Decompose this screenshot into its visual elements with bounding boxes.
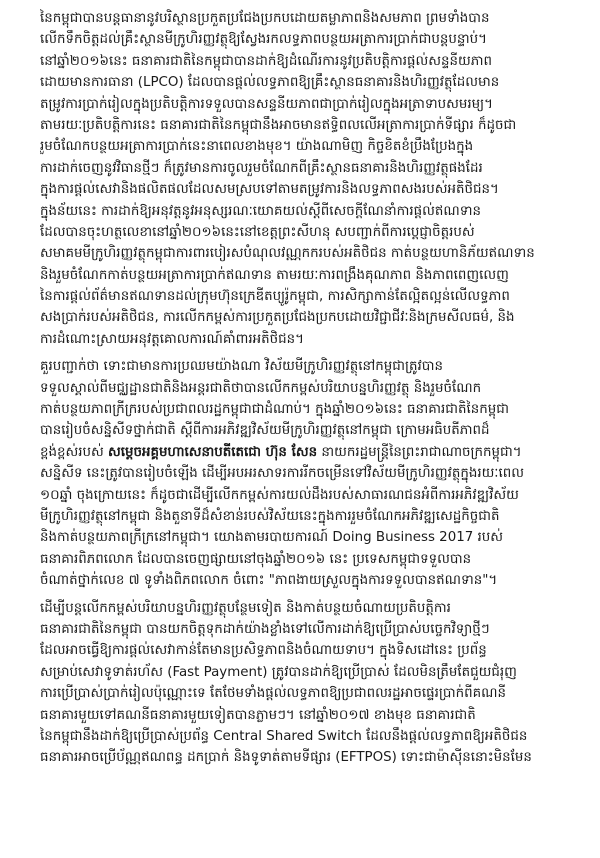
document-page bbox=[40, 8, 565, 774]
text-line: និងកាត់បន្ថយភាពក្រីក្រនៅកម្ពុជា។ យោងតាមរបាយការណ៍ Doing Business 2017 របស់ bbox=[40, 530, 504, 546]
text-line: ក្នុងការផ្តល់សេវានិងផលិតផលដែលសមស្របទៅតាមតម្រូវការនិងលទ្ធភាពសងរបស់អតិថិជន។ bbox=[40, 182, 499, 198]
text-line: ដោយមានការធានា (LPCO) ដែលបានផ្តល់លទ្ធភាពឱ្យគ្រឹះស្ថានធនាគារនិងហិរញ្ញវត្ថុដែលមាន bbox=[40, 75, 500, 91]
text-line: ការដាក់ចេញនូវវិធានថ្មីៗ ក៏ត្រូវមានការចូលរួមចំណែកពីគ្រឹះស្ថានធនាគារនិងហិរញ្ញវត្ថុផងដែរ bbox=[40, 160, 483, 176]
text-line: សម្រាប់សេវាទូទាត់រហ័ស (Fast Payment) ត្រូវបានដាក់ឱ្យប្រើប្រាស់ ដែលមិនត្រឹមតែជួយជំរុញ bbox=[40, 664, 517, 680]
text-line: សន្និសីទ នេះត្រូវបានរៀបចំឡើង ដើម្បីអបអរសាទរការរីកចម្រើនទៅវិស័យមីក្រូហិរញ្ញវត្ថុក្នុងរយៈពេល bbox=[40, 466, 525, 482]
text-line: មីក្រូហិរញ្ញវត្ថុនៅកម្ពុជា និងតួនាទីដ៏សំខាន់របស់វិស័យនេះក្នុងការរួមចំណែកអភិវឌ្ឍសេដ្ឋកិច្ចជាតិ bbox=[40, 508, 500, 524]
text-line: ក្នុងន័យនេះ ការដាក់ឱ្យអនុវត្តនូវអនុស្សរណៈយោគយល់ស្តីពីសេចក្តីណែនាំការផ្តល់ឥណទាន bbox=[40, 203, 481, 219]
text-line: កាត់បន្ថយភាពក្រីក្ររបស់ប្រជាពលរដ្ឋកម្ពុជាជាដំណាប់។ ក្នុងឆ្នាំ២០១៦នេះ ធនាគារជាតិនៃកម្ពុជា bbox=[40, 402, 510, 418]
text-line: នៃកម្ពុជាបានបន្តធានានូវបរិស្ថានប្រកួតប្រជែងប្រកបដោយតម្លាភាពនិងសមភាព ព្រមទាំងបាន bbox=[40, 11, 490, 26]
text-line: ចំណាត់ថ្នាក់លេខ ៧ ទូទាំងពិភពលោក ចំពោះ "ភាពងាយស្រួលក្នុងការទទួលបានឥណទាន"។ bbox=[40, 573, 498, 589]
text-line: ការដំណោះស្រាយអនុវត្តគោលការណ៍គាំពារអតិថិជន។ bbox=[40, 331, 304, 347]
text-line: សងប្រាក់របស់អតិថិជន, ការលើកកម្ពស់ការប្រកួតប្រជែងប្រកបដោយវិជ្ជាជីវៈនិងក្រមសីលធម៌, និង bbox=[40, 310, 515, 326]
text-line: សមាគមមីក្រូហិរញ្ញវត្ថុកម្ពុជាការពារបៀរសបំណុលវណ្ណកករបស់អតិថិជន កាត់បន្ថយហានិភ័យឥណទាន bbox=[40, 246, 535, 262]
text-line: បានរៀបចំសន្និសីទថ្នាក់ជាតិ ស្តីពីការអភិវឌ្ឍវិស័យមីក្រូហិរញ្ញវត្ថុនៅកម្ពុជា ក្រោមអធិបតីភាពដ៏ bbox=[40, 423, 490, 439]
text-line: រួមចំណែកបន្ថយអត្រាការប្រាក់នេះនាពេលខាងមុខ។ យ៉ាងណាមិញ កិច្ចខិតខំប្រឹងប្រែងក្នុង bbox=[40, 139, 474, 155]
text-line: ធនាគារមួយទៅគណនីធនាគារមួយទៀតបានភ្លាមៗ។ នៅឆ្នាំ២០១៧ ខាងមុខ ធនាគារជាតិ bbox=[40, 707, 476, 723]
text-segment: ខ្ពង់ខ្ពស់របស់ bbox=[40, 444, 109, 460]
text-line: និងរួមចំណែកកាត់បន្ថយអត្រាការប្រាក់ឥណទាន តាមរយៈការពង្រឹងគុណភាព និងភាពពេញលេញ bbox=[40, 267, 509, 283]
text-line: ការប្រើប្រាស់ប្រាក់រៀលប៉ុណ្ណោះទេ តែថែមទាំងផ្តល់លទ្ធភាពឱ្យប្រជាពលរដ្ឋអាចផ្ទេរប្រាក់ពីគណនី bbox=[40, 686, 506, 702]
text-line: ទទួលស្គាល់ពីមជ្ឈដ្ឋានជាតិនិងអន្តរជាតិថាបានលើកកម្ពស់បរិយាបន្នហិរញ្ញវត្ថុ និងរួមចំណែក bbox=[40, 380, 482, 396]
text-line: នៃការផ្តល់ព័ត៌មានឥណទានដល់ក្រុមហ៊ុនក្រេឌីតប្យូរ៉ូកម្ពុជា, ការសិក្សាកាន់តែល្អិតល្អន់លើលទ្ធភាព bbox=[40, 289, 510, 305]
text-line: តាមរយៈប្រតិបត្តិការនេះ ធនាគារជាតិនៃកម្ពុជានឹងអាចមានឥទ្ធិពលលើអត្រាការប្រាក់ទីផ្សារ ក៏ដូចជា bbox=[40, 117, 517, 133]
text-segment: នាយករដ្ឋមន្ត្រីនៃព្រះរាជាណាចក្រកម្ពុជា។ bbox=[317, 444, 522, 460]
text-line: ធនាគារអាចប្រើប័ណ្ណឥណពន្ធ ដកប្រាក់ និងទូទាត់តាមទីផ្សារ (EFTPOS) ទោះជាម៉ាស៊ីននោះមិនមែន bbox=[40, 750, 532, 766]
paragraph bbox=[40, 356, 565, 591]
text-line: ធនាគារពិភពលោក ដែលបានចេញផ្សាយនៅចុងឆ្នាំ២០១៦ នេះ ប្រទេសកម្ពុជាទទួលបាន bbox=[40, 551, 472, 567]
text-line: គួរបញ្ជាក់ថា ទោះជាមានការប្រឈមយ៉ាងណា វិស័យមីក្រូហិរញ្ញវត្ថុនៅកម្ពុជាត្រូវបាន bbox=[40, 359, 444, 375]
text-line: តម្រូវការប្រាក់រៀលក្នុងប្រតិបត្តិការទទួលបានសន្ទនីយភាពជាប្រាក់រៀលក្នុងអត្រាទាបសមរម្យ។ bbox=[40, 96, 493, 112]
paragraph bbox=[40, 598, 565, 769]
text-line: ដើម្បីបន្តលើកកម្ពស់បរិយាបន្នហិរញ្ញវត្ថុបន្ថែមទៀត និងកាត់បន្ថយចំណាយប្រតិបត្តិការ bbox=[40, 600, 451, 616]
bold-name: សម្តេចអគ្គមហាសេនាបតីតេជោ ហ៊ុន សែន bbox=[108, 444, 318, 460]
text-line: ដែលបានចុះហត្ថលេខានៅឆ្នាំ២០១៦នេះនៅខេត្តព្រះសីហនុ សបញ្ជាក់ពីការប្តេជ្ញាចិត្តរបស់ bbox=[40, 224, 475, 240]
text-line: នៅឆ្នាំ២០១៦នេះ ធនាគារជាតិនៃកម្ពុជាបានដាក់ឱ្យដំណើរការនូវប្រតិបត្តិការផ្តល់សន្ទនីយភាព bbox=[40, 53, 492, 69]
text-line: លើកទឹកចិត្តដល់គ្រឹះស្ថានមីក្រូហិរញ្ញវត្ថុឱ្យស្វែងរកលទ្ធភាពបន្ថយអត្រាការប្រាក់ជាបន្តបន្ទាប់។ bbox=[40, 32, 487, 48]
text-line: ដែលអាចធ្វើឱ្យការផ្តល់សេវាកាន់តែមានប្រសិទ្ធភាពនិងចំណាយទាប។ ក្នុងទិសដៅនេះ ប្រព័ន្ធ bbox=[40, 643, 487, 659]
paragraph bbox=[40, 8, 565, 350]
text-line bbox=[40, 442, 565, 463]
text-line: ១០ឆ្នាំ ចុងក្រោយនេះ ក៏ដូចជាដើម្បីលើកកម្ពស់ការយល់ដឹងរបស់សាធារណជនអំពីការអភិវឌ្ឍវិស័យ bbox=[40, 487, 519, 503]
text-line: នៃកម្ពុជានឹងដាក់ឱ្យប្រើប្រាស់ប្រព័ន្ធ Central Shared Switch ដែលនឹងផ្តល់លទ្ធភាពឱ្យអតិថិជន bbox=[40, 728, 528, 744]
text-line: ធនាគារជាតិនៃកម្ពុជា បានយកចិត្តទុកដាក់យ៉ាងខ្លាំងទៅលើការដាក់ឱ្យប្រើប្រាស់បច្ចេកវិទ្យាថ្មីៗ bbox=[40, 621, 490, 637]
